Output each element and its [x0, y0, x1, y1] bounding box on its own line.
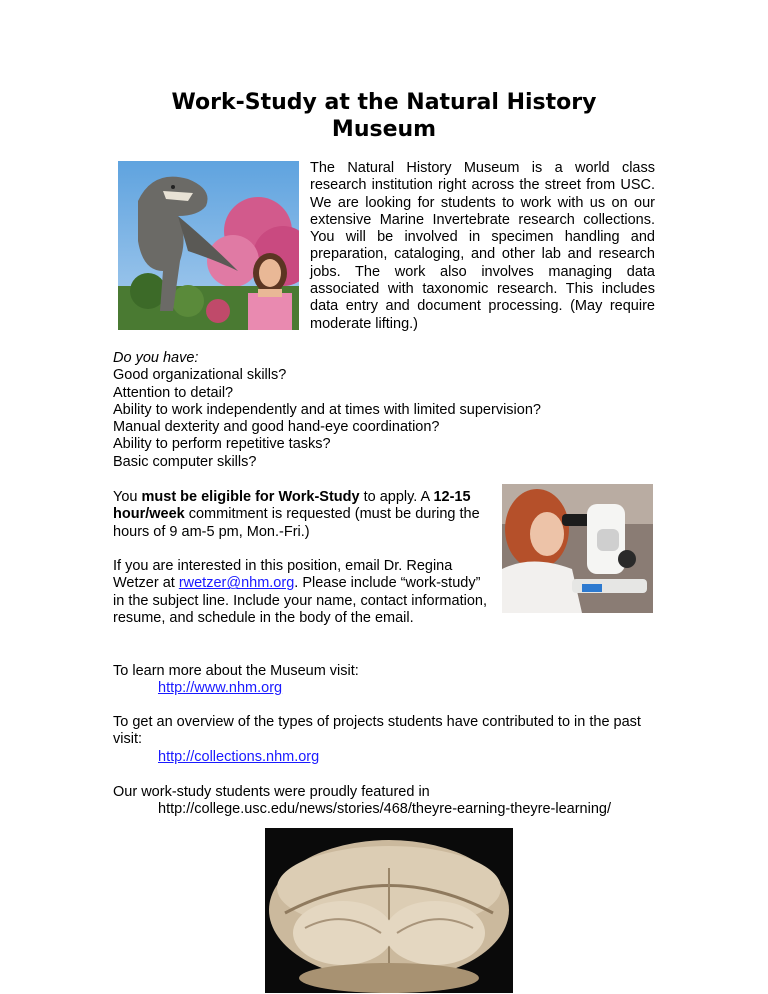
dinosaur-photo [118, 161, 299, 330]
learn-more-section [113, 663, 673, 698]
eligibility-paragraph [113, 489, 498, 541]
contact-text: . Please include “work-study” in the subject line. Include your name, contact information, resume, and schedule in the body of the email. [113, 575, 487, 626]
question-item: Ability to work independently and at times with limited supervision? [113, 401, 541, 418]
intro-paragraph: The Natural History Museum is a world class research institution right across the street from USC. We are looking for students to work with us on our extensive Marine Invertebrate research collections. You will be involved in specimen handling and preparation, cataloging, and other lab and research jobs. The work also involves managing data associated with taxonomic research. This includes data entry and document processing. (May require moderate lifting.) [310, 160, 655, 332]
question-item: Basic computer skills? [113, 453, 257, 470]
crab-photo [265, 828, 513, 993]
microscope-photo [502, 484, 653, 613]
email-link[interactable]: rwetzer@nhm.org [178, 575, 295, 592]
learn-more-text: To learn more about the Museum visit: [113, 663, 359, 679]
featured-section [113, 784, 673, 819]
eligibility-bold: must be eligible for Work-Study [141, 489, 360, 505]
eligibility-text: to apply. A [359, 489, 434, 505]
question-item: Good organizational skills? [113, 367, 287, 384]
question-item: Ability to perform repetitive tasks? [113, 436, 331, 453]
contact-text: If you are interested in this position, email Dr. Regina Wetzer at [113, 558, 453, 592]
featured-text: Our work-study students were proudly featured in [113, 784, 430, 800]
collections-link[interactable]: http://collections.nhm.org [158, 748, 320, 765]
question-item: Attention to detail? [113, 384, 234, 401]
eligibility-text: You [113, 489, 142, 505]
hours-bold: 12-15 hour/week [113, 489, 471, 523]
questions-lead: Do you have: [113, 350, 199, 366]
eligibility-text: commitment is requested (must be during the hours of 9 am-5 pm, Mon.-Fri.) [113, 506, 480, 540]
overview-text: To get an overview of the types of projects students have contributed to in the past visit: [113, 714, 641, 748]
page-title: Work-Study at the Natural History Museum [171, 90, 597, 142]
nhm-link[interactable]: http://www.nhm.org [158, 680, 283, 697]
featured-url: http://college.usc.edu/news/stories/468/theyre-earning-theyre-learning/ [158, 801, 611, 818]
overview-section [113, 714, 673, 766]
contact-paragraph [113, 558, 488, 627]
questions-list [113, 350, 673, 471]
question-item: Manual dexterity and good hand-eye coordination? [113, 419, 440, 436]
